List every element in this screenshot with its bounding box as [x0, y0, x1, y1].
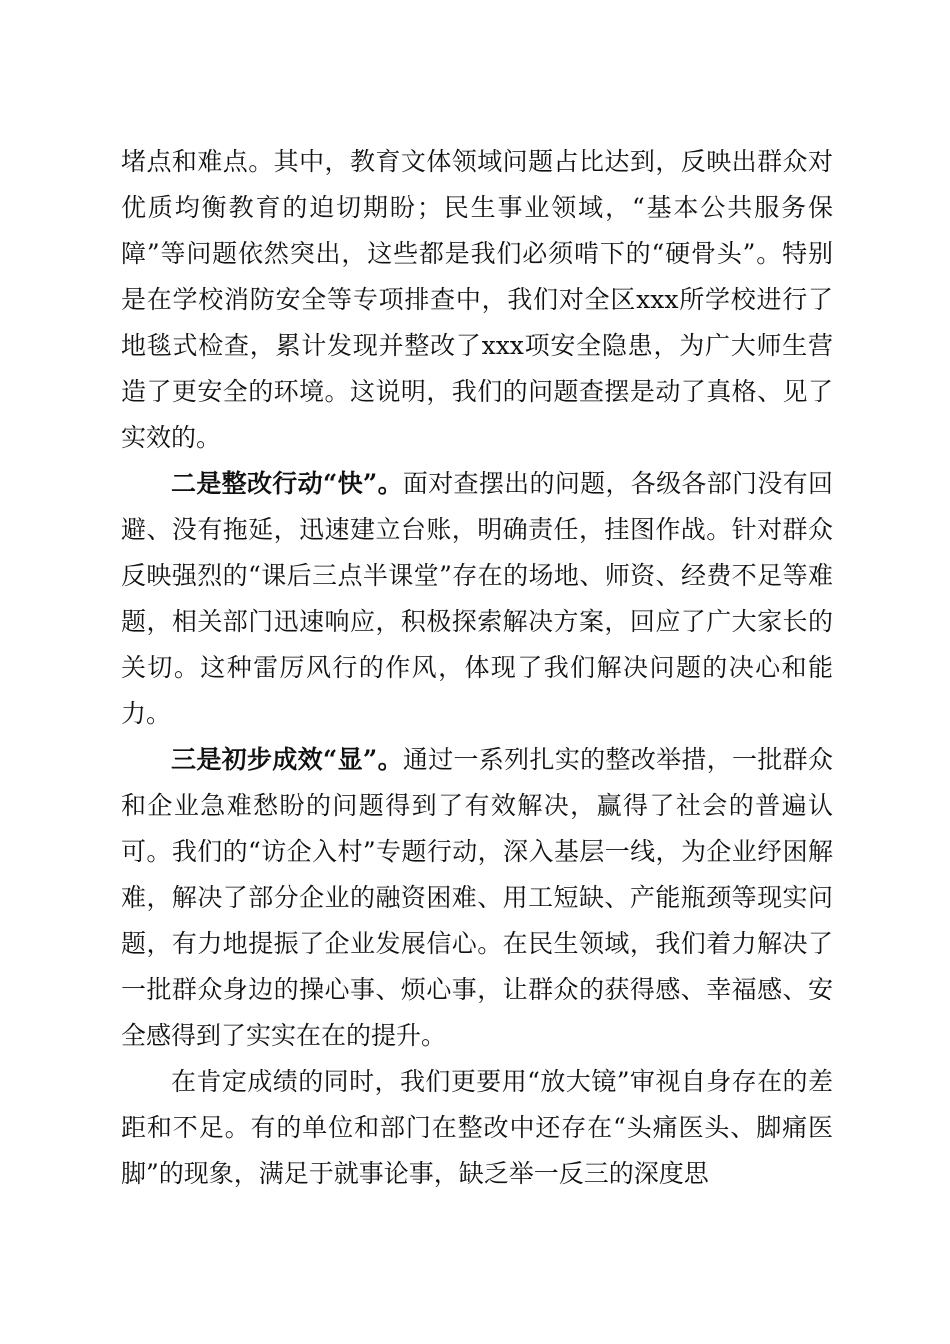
- paragraph-continuation: [121, 139, 833, 461]
- paragraph-rectification-speed: [121, 461, 833, 737]
- paragraph-2-lead: 二是整改行动“快”。: [171, 469, 403, 498]
- body-text: [121, 139, 833, 1197]
- paragraph-2-text: 面对查摆出的问题，各级各部门没有回避、没有拖延，迅速建立台账，明确责任，挂图作战。针对群众反映强烈的“课后三点半课堂”存在的场地、师资、经费不足等难题，相关部门迅速响应，积极探索解决方案，回应了广大家长的关切。这种雷厉风行的作风，体现了我们解决问题的决心和能力。: [121, 469, 833, 728]
- paragraph-initial-results: [121, 737, 833, 1059]
- paragraph-3-lead: 三是初步成效“显”。: [171, 745, 403, 774]
- paragraph-3-text: 通过一系列扎实的整改举措，一批群众和企业急难愁盼的问题得到了有效解决，赢得了社会的普遍认可。我们的“访企入村”专题行动，深入基层一线，为企业纾困解难，解决了部分企业的融资困难、用工短缺、产能瓶颈等现实问题，有力地提振了企业发展信心。在民生领域，我们着力解决了一批群众身边的操心事、烦心事，让群众的获得感、幸福感、安全感得到了实实在在的提升。: [121, 745, 833, 1050]
- paragraph-1-text: 堵点和难点。其中，教育文体领域问题占比达到，反映出群众对优质均衡教育的迫切期盼；民生事业领域，“基本公共服务保障”等问题依然突出，这些都是我们必须啃下的“硬骨头”。特别是在学校消防安全等专项排查中，我们对全区xxx所学校进行了地毯式检查，累计发现并整改了xxx项安全隐患，为广大师生营造了更安全的环境。这说明，我们的问题查摆是动了真格、见了实效的。: [121, 147, 833, 452]
- paragraph-shortcomings: [121, 1059, 833, 1197]
- paragraph-4-text: 在肯定成绩的同时，我们更要用“放大镜”审视自身存在的差距和不足。有的单位和部门在整改中还存在“头痛医头、脚痛医脚”的现象，满足于就事论事，缺乏举一反三的深度思: [121, 1067, 833, 1188]
